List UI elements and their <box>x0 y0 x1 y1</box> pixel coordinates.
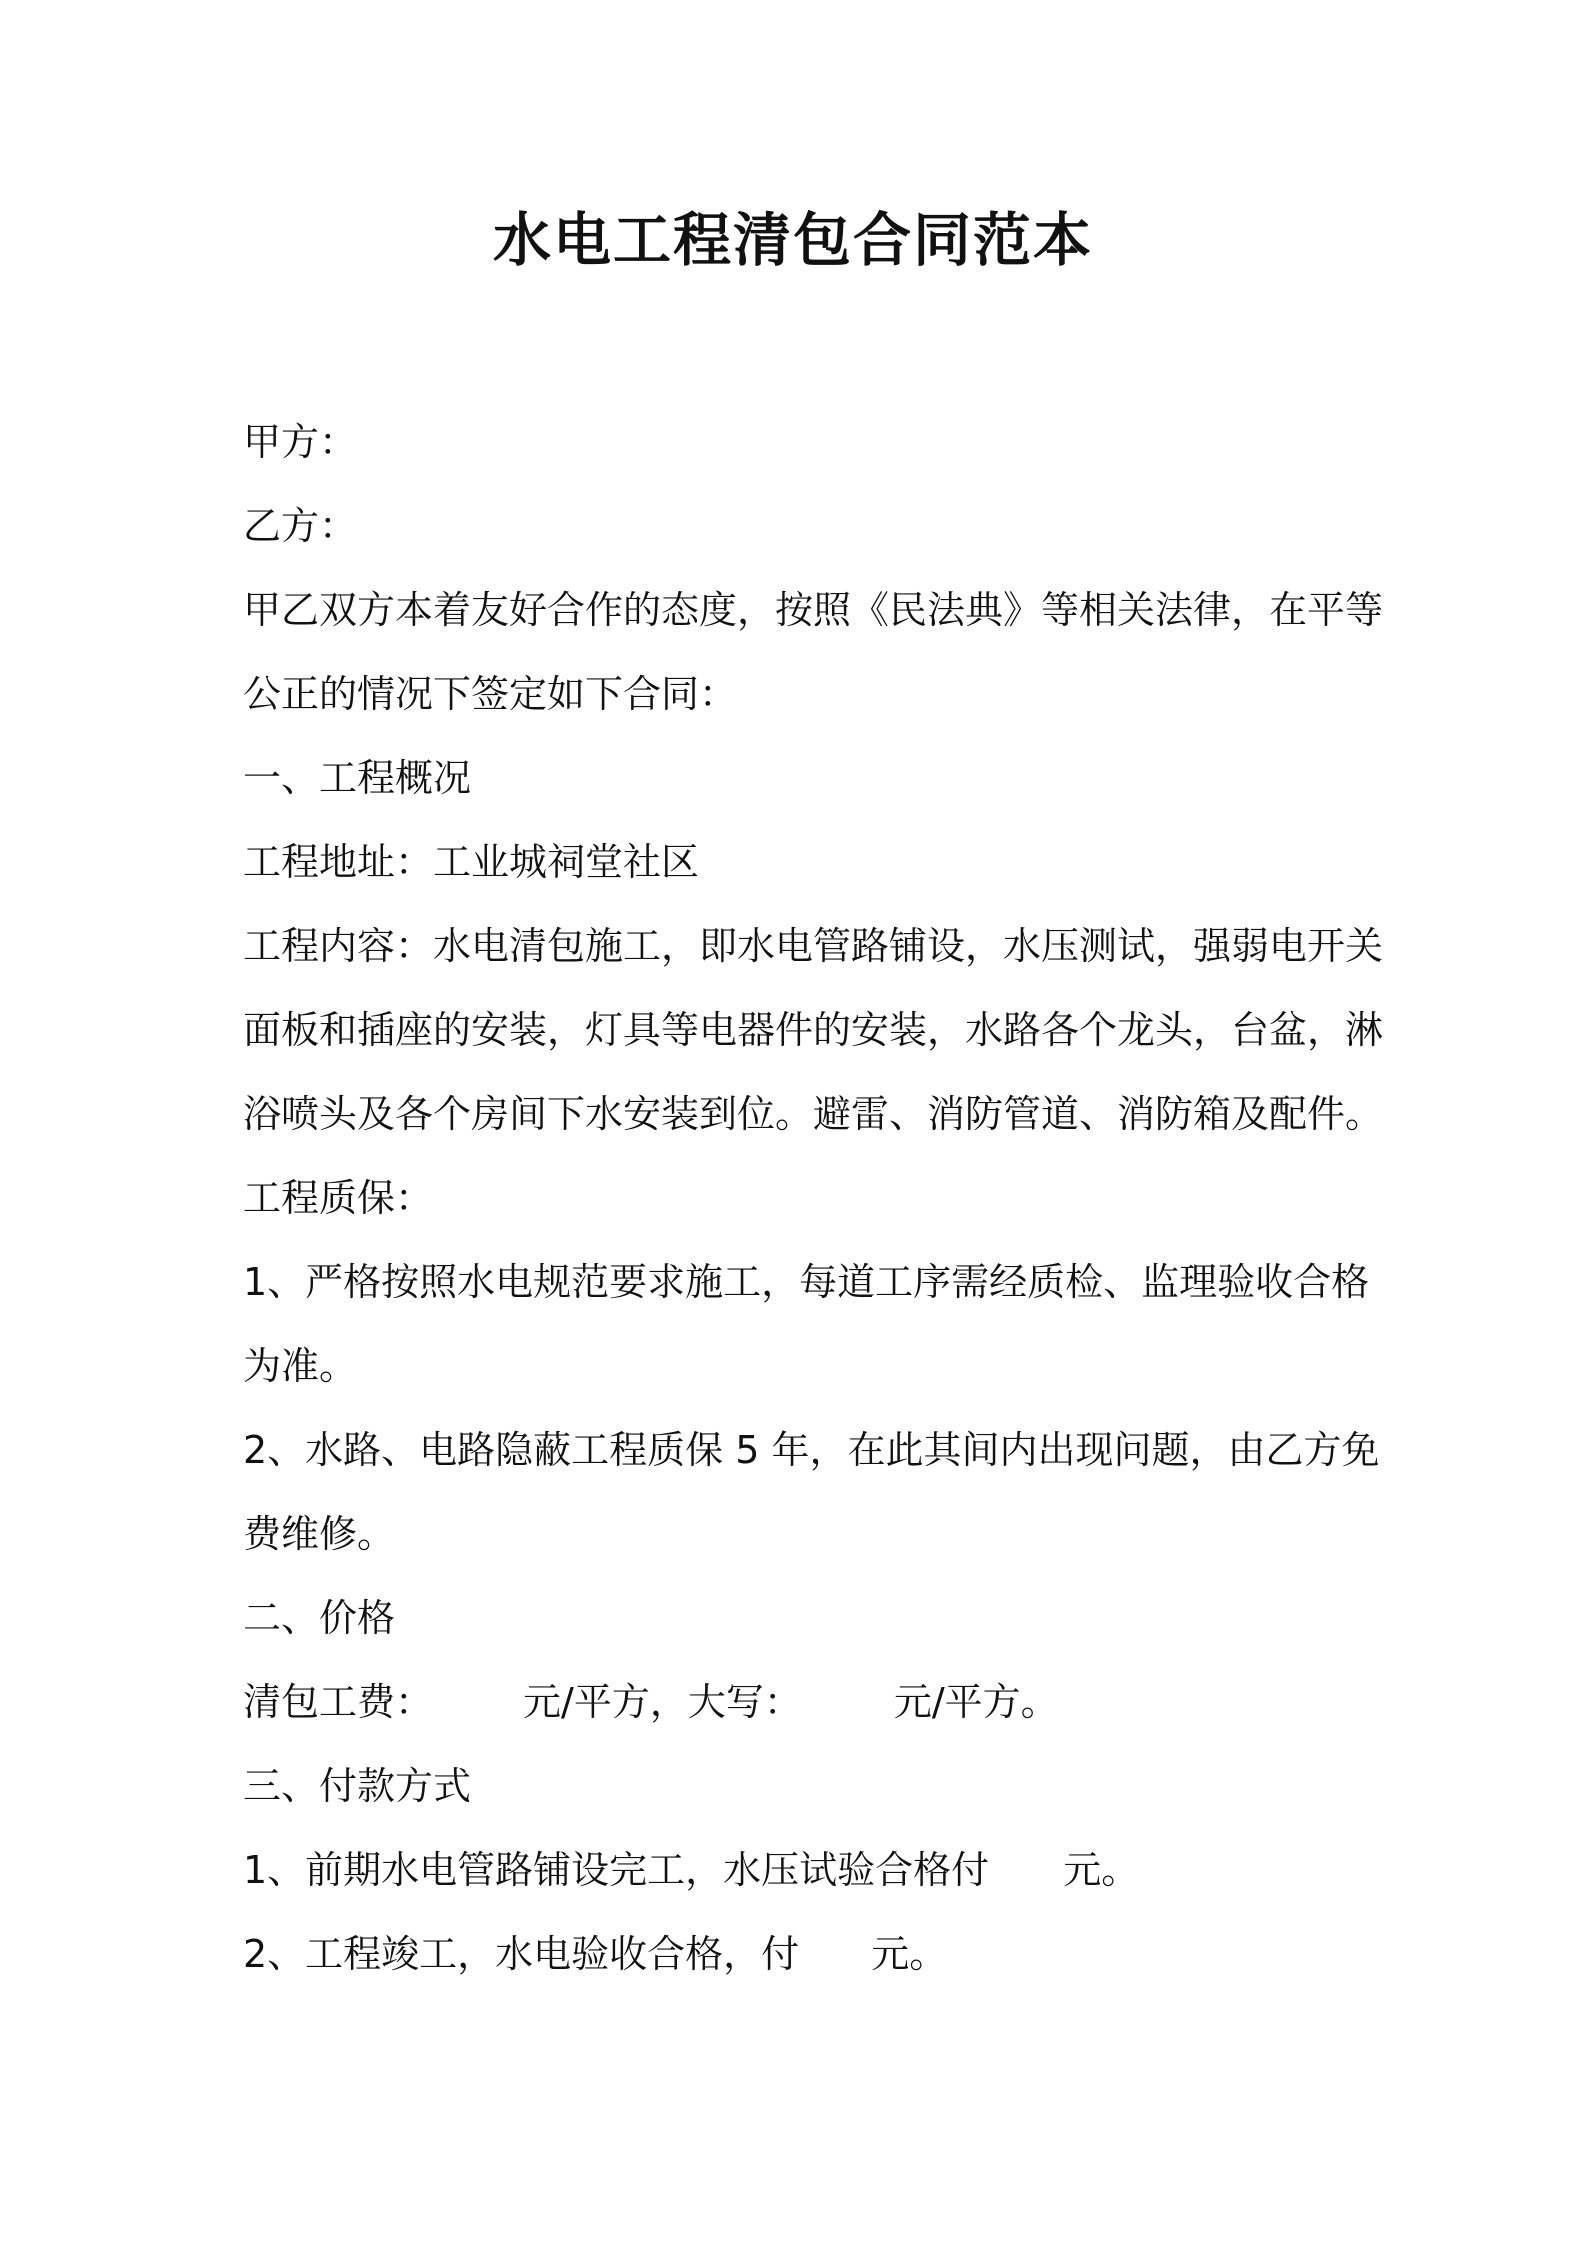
warranty-item-1-line-2: 为准。 <box>243 1344 358 1388</box>
section-2-heading: 二、价格 <box>243 1596 396 1640</box>
warranty-heading: 工程质保： <box>243 1176 434 1220</box>
intro-line-1: 甲乙双方本着友好合作的态度，按照《民法典》等相关法律，在平等 <box>243 588 1384 632</box>
fee-unit: 元/平方，大写： <box>523 1680 802 1724</box>
payment-1-unit: 元。 <box>1063 1848 1140 1892</box>
party-a-line: 甲方： <box>243 420 358 464</box>
document-title: 水电工程清包合同范本 <box>492 206 1093 274</box>
document-body <box>243 400 1384 1996</box>
payment-item-1 <box>243 1828 1363 1912</box>
payment-item-2 <box>243 1912 1363 1996</box>
party-b-line: 乙方： <box>243 504 358 548</box>
project-content-line-3: 浴喷头及各个房间下水安装到位。避雷、消防管道、消防箱及配件。 <box>243 1092 1384 1136</box>
payment-2-text: 2、工程竣工，水电验收合格，付 <box>243 1932 800 1976</box>
payment-2-unit: 元。 <box>871 1932 948 1976</box>
project-content-line-1: 工程内容：水电清包施工，即水电管路铺设，水压测试，强弱电开关 <box>243 924 1384 968</box>
warranty-item-2-line-1: 2、水路、电路隐蔽工程质保 5 年，在此其间内出现问题，由乙方免 <box>243 1428 1380 1472</box>
fee-line <box>243 1660 1363 1744</box>
fee-unit-end: 元/平方。 <box>893 1680 1059 1724</box>
intro-line-2: 公正的情况下签定如下合同： <box>243 672 738 716</box>
warranty-item-2-line-2: 费维修。 <box>243 1512 396 1556</box>
project-content-line-2: 面板和插座的安装，灯具等电器件的安装，水路各个龙头，台盆，淋 <box>243 1008 1384 1052</box>
section-3-heading: 三、付款方式 <box>243 1764 472 1808</box>
section-1-heading: 一、工程概况 <box>243 756 472 800</box>
warranty-item-1-line-1: 1、严格按照水电规范要求施工，每道工序需经质检、监理验收合格 <box>243 1260 1370 1304</box>
project-address: 工程地址：工业城祠堂社区 <box>243 840 700 884</box>
fee-label: 清包工费： <box>243 1680 434 1724</box>
payment-1-text: 1、前期水电管路铺设完工，水压试验合格付 <box>243 1848 990 1892</box>
